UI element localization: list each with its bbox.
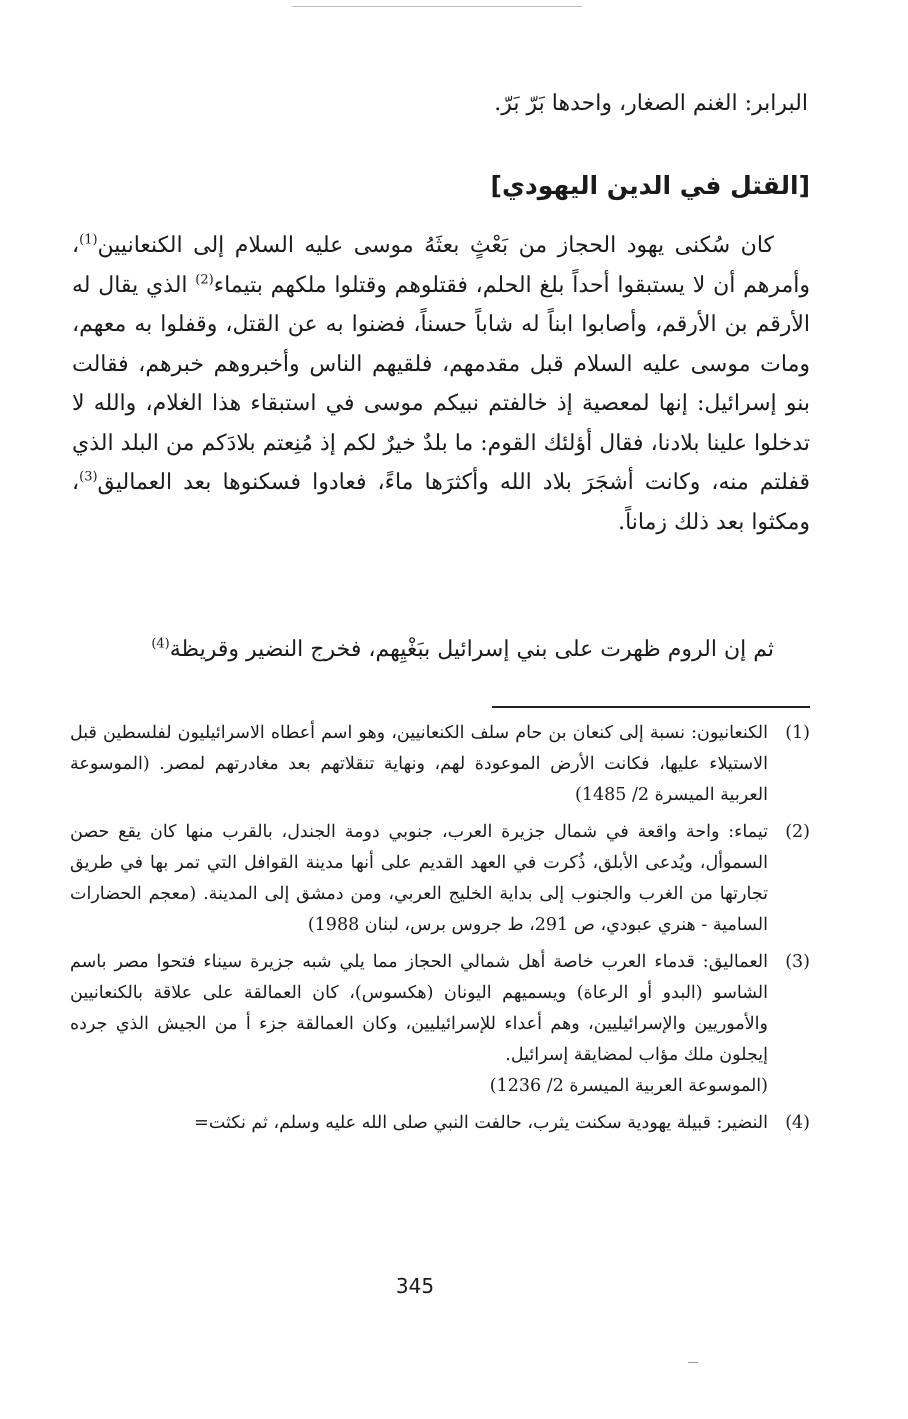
paragraph2-text: ثم إن الروم ظهرت على بني إسرائيل ببَغْيِهم، فخرج النضير وقريظة: [169, 637, 774, 662]
section-heading: [القتل في الدين اليهودي]: [490, 171, 810, 200]
footnote-ref-1: (1): [79, 232, 98, 248]
footnote-ref-2: (2): [195, 272, 214, 288]
footnote-1: [70, 718, 810, 811]
footnote-text: العماليق: قدماء العرب خاصة أهل شمالي الحجاز مما يلي شبه جزيرة سيناء فتحوا مصر باسم الشاسو (البدو أو الرعاة) ويسميهم اليونان (هكسوس)، كان العمالقة على علاقة بالكنعانيين والأموريين والإسرائيليين، وهم أعداء للإسرائيليين، وكان العمالقة جزء أ من الجيش الذي جرده إيجلون ملك مؤاب لمضايقة إسرائيل.: [70, 952, 768, 1065]
footnote-separator: [492, 706, 810, 708]
top-scan-rule: [292, 6, 582, 7]
scan-mark: [688, 1362, 698, 1363]
paragraph1-text-2: ، وأمرهم أن لا يستبقوا أحداً بلغ الحلم، فقتلوهم وقتلوا ملكهم بتيماء: [72, 233, 810, 298]
footnote-number: (3): [785, 952, 810, 972]
footnote-number: (4): [785, 1113, 810, 1133]
body-paragraph-2: [72, 630, 810, 670]
footnote-3: [70, 947, 810, 1102]
footnote-source: (الموسوعة العربية الميسرة 2/ 1236): [489, 1076, 768, 1096]
footnote-4: [70, 1108, 810, 1139]
footnote-number: (2): [785, 822, 810, 842]
footnote-text: النضير: قبيلة يهودية سكنت يثرب، حالفت النبي صلى الله عليه وسلم، ثم نكثت=: [194, 1113, 768, 1133]
footnote-text: تيماء: واحة واقعة في شمال جزيرة العرب، جنوبي دومة الجندل، بالقرب منها كان يقع حصن السموأل، ويُدعى الأبلق، ذُكرت في العهد القديم على أنها مدينة القوافل التي تمر بها في طريق تجارتها من الغرب والجنوب إلى بداية الخليج العربي، ومن دمشق إلى المدينة. (معجم الحضارات السامية - هنري عبودي، ص 291، ط جروس برس، لبنان 1988): [70, 822, 768, 935]
page-number: 345: [395, 1274, 435, 1298]
body-paragraph-1: [72, 226, 810, 542]
paragraph1-text-4: ، ومكثوا بعد ذلك زماناً.: [72, 470, 810, 535]
footnote-ref-4: (4): [151, 636, 170, 652]
paragraph1-text-1: كان سُكنى يهود الحجاز من بَعْثٍ بعثَهُ موسى عليه السلام إلى الكنعانيين: [97, 233, 774, 258]
footnotes-list: [70, 718, 810, 1145]
footnote-number: (1): [785, 723, 810, 743]
footnote-ref-3: (3): [79, 469, 98, 485]
paragraph1-text-3: الذي يقال له الأرقم بن الأرقم، وأصابوا ابناً له شاباً حسناً، فضنوا به عن القتل، وقفلوا به معهم، ومات موسى عليه السلام قبل مقدمهم، فلقيهم الناس وأخبروهم خبرهم، فقالت بنو إسرائيل: إنها لمعصية إذ خالفتم نبيكم موسى في استبقاء هذا الغلام، والله لا تدخلوا علينا بلادنا، فقال أؤلئك القوم: ما بلدٌ خيرٌ لكم إذ مُنِعتم بلادَكم من البلد الذي قفلتم منه، وكانت أشجَرَ بلاد الله وأكثرَها ماءً، فعادوا فسكنوها بعد العماليق: [72, 272, 810, 495]
footnote-2: [70, 817, 810, 941]
footnote-text: الكنعانيون: نسبة إلى كنعان بن حام سلف الكنعانيين، وهو اسم أعطاه الاسرائيليون لفلسطين قبل الاستيلاء عليها، فكانت الأرض الموعودة لهم، ونهاية تنقلاتهم بعد مغادرتهم لمصر. (الموسوعة العربية الميسرة 2/ 1485): [70, 723, 768, 805]
continued-footnote-line: البرابر: الغنم الصغار، واحدها بَرّ بَرّ.: [494, 91, 808, 116]
